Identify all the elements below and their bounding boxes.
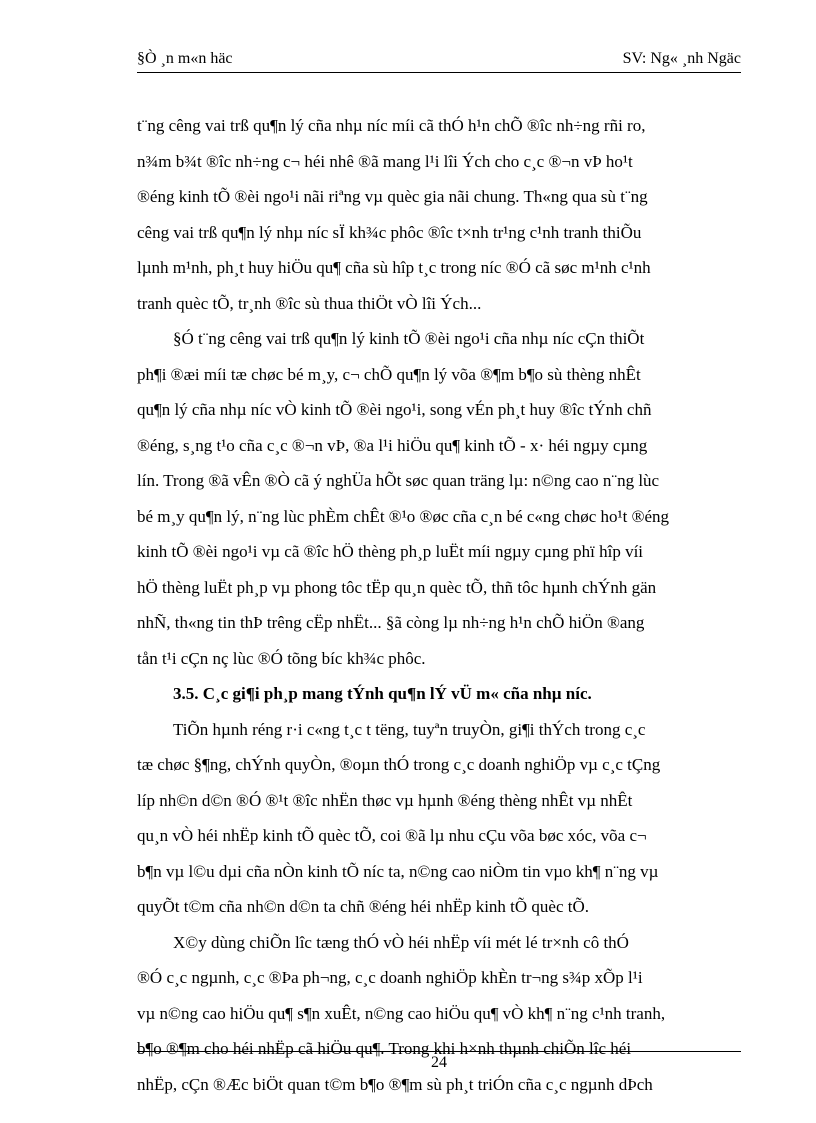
- page-footer: [137, 1051, 741, 1072]
- body-text: [137, 108, 741, 1102]
- text-line: b¶o ®¶m cho héi nhËp cã hiÖu qu¶. Trong khi h×nh thµnh chiÕn lîc héi: [137, 1039, 632, 1058]
- text-line: qu¸n vÒ héi nhËp kinh tÕ quèc tÕ, coi ®ã lµ nhu cÇu võa bøc xóc, võa c¬: [137, 826, 647, 845]
- text-line: tån t¹i cÇn nç lùc ®Ó tõng bíc kh¾c phôc.: [137, 648, 426, 668]
- text-line: lµnh m¹nh, ph¸t huy hiÖu qu¶ cña sù hîp t¸c trong níc ®Ó cã søc m¹nh c¹nh: [137, 258, 651, 277]
- page-number: 24: [431, 1054, 447, 1071]
- text-line: quyÕt t©m cña nh©n d©n ta chñ ®éng héi nhËp kinh tÕ quèc tÕ.: [137, 897, 590, 916]
- text-line: hÖ thèng luËt ph¸p vµ phong tôc tËp qu¸n quèc tÕ, thñ tôc hµnh chÝnh gän: [137, 577, 657, 597]
- text-line: lín. Trong ®ã vÊn ®Ò cã ý nghÜa hÕt søc quan träng lµ: n©ng cao n¨ng lùc: [137, 471, 660, 490]
- text-line: kinh tÕ ®èi ngo¹i vµ cã ®îc hÖ thèng ph¸p luËt míi ngµy cµng phï hîp víi: [137, 542, 644, 561]
- section-heading: 3.5. C¸c gi¶i ph¸p mang tÝnh qu¶n lÝ vÜ m« cña nhµ níc.: [173, 684, 592, 703]
- text-line: nhËp, cÇn ®Æc biÖt quan t©m b¶o ®¶m sù ph¸t triÓn cña c¸c ngµnh dÞch: [137, 1074, 653, 1094]
- text-line: TiÕn hµnh réng r·i c«ng t¸c t tëng, tuyªn truyÒn, gi¶i thÝch trong c¸c: [173, 719, 646, 739]
- text-line: tæ chøc §¶ng, chÝnh quyÒn, ®oµn thÓ trong c¸c doanh nghiÖp vµ c¸c tÇng: [137, 755, 661, 774]
- text-line: §Ó t¨ng cêng vai trß qu¶n lý kinh tÕ ®èi ngo¹i cña nhµ níc cÇn thiÕt: [173, 329, 645, 348]
- text-line: ®éng, s¸ng t¹o cña c¸c ®¬n vÞ, ®a l¹i hiÖu qu¶ kinh tÕ - x· héi ngµy cµng: [137, 435, 648, 455]
- text-line: vµ n©ng cao hiÖu qu¶ s¶n xuÊt, n©ng cao hiÖu qu¶ vÒ kh¶ n¨ng c¹nh tranh,: [137, 1003, 666, 1023]
- text-line: X©y dùng chiÕn lîc tæng thÓ vÒ héi nhËp víi mét lé tr×nh cô thÓ: [173, 932, 629, 952]
- text-line: bé m¸y qu¶n lý, n¨ng lùc phÈm chÊt ®¹o ®øc cña c¸n bé c«ng chøc ho¹t ®éng: [137, 506, 670, 526]
- header-title: §Ò ¸n m«n häc: [137, 50, 233, 67]
- text-line: líp nh©n d©n ®Ó ®¹t ®îc nhËn thøc vµ hµnh ®éng thèng nhÊt vµ nhÊt: [137, 790, 633, 810]
- text-line: ®Ó c¸c ngµnh, c¸c ®Þa ph¬ng, c¸c doanh nghiÖp khÈn tr¬ng s¾p xÕp l¹i: [137, 968, 643, 987]
- text-line: qu¶n lý cña nhµ níc vÒ kinh tÕ ®èi ngo¹i, song vÉn ph¸t huy ®îc tÝnh chñ: [137, 400, 652, 419]
- text-line: b¶n vµ l©u dµi cña nÒn kinh tÕ níc ta, n©ng cao niÒm tin vµo kh¶ n¨ng vµ: [137, 861, 659, 881]
- text-line: t¨ng cêng vai trß qu¶n lý cña nhµ níc míi cã thÓ h¹n chÕ ®îc nh÷ng rñi ro,: [137, 116, 646, 135]
- text-line: nhÑ, th«ng tin thÞ trêng cËp nhËt... §ã còng lµ nh÷ng h¹n chÕ hiÖn ®ang: [137, 613, 645, 632]
- text-line: n¾m b¾t ®îc nh÷ng c¬ héi nhê ®ã mang l¹i lîi Ých cho c¸c ®¬n vÞ ho¹t: [137, 151, 633, 171]
- header-author: SV: Ng« ¸nh Ngäc: [622, 50, 741, 67]
- page-header: [137, 50, 741, 73]
- text-line: ph¶i ®æi míi tæ chøc bé m¸y, c¬ chÕ qu¶n lý võa ®¶m b¶o sù thèng nhÊt: [137, 364, 641, 384]
- text-line: cêng vai trß qu¶n lý nhµ níc sÏ kh¾c phôc ®îc t×nh tr¹ng c¹nh tranh thiÕu: [137, 222, 642, 242]
- text-line: tranh quèc tÕ, tr¸nh ®îc sù thua thiÖt vÒ lîi Ých...: [137, 293, 482, 313]
- text-line: ®éng kinh tÕ ®èi ngo¹i nãi riªng vµ quèc gia nãi chung. Th«ng qua sù t¨ng: [137, 187, 648, 206]
